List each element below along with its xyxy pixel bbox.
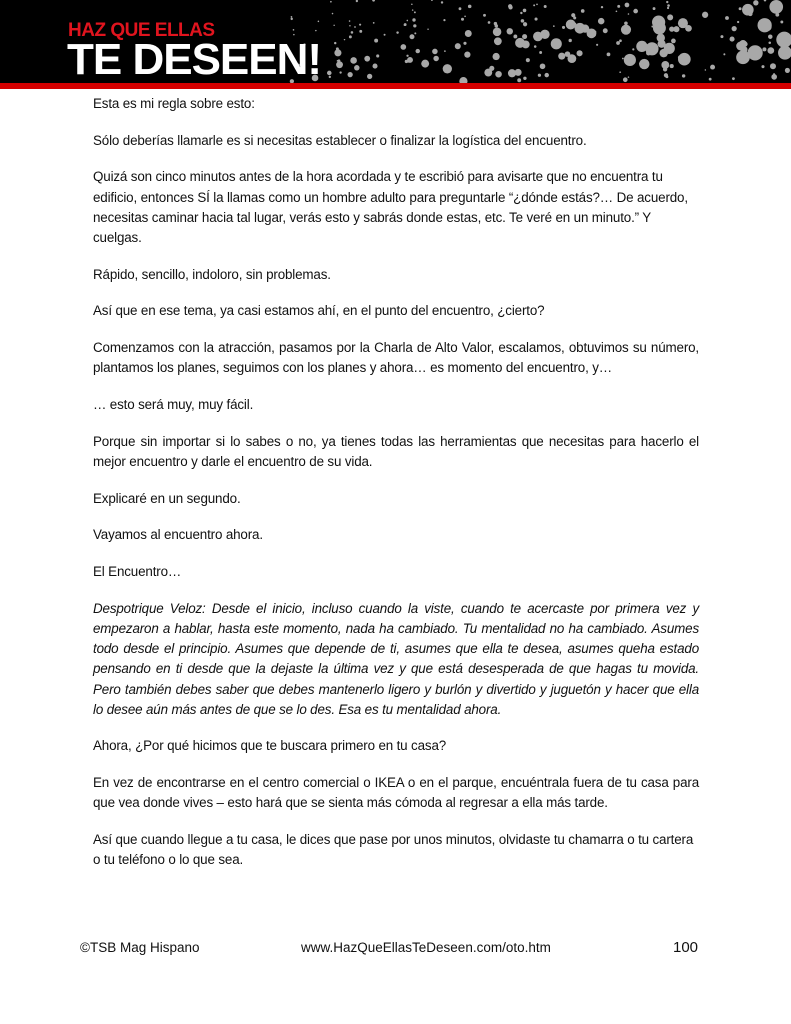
dot	[318, 21, 320, 23]
dot	[373, 64, 378, 69]
paragraph: Explicaré en un segundo.	[93, 490, 241, 506]
dot	[464, 52, 470, 58]
dot	[431, 0, 433, 1]
paragraph: Ahora, ¿Por qué hicimos que te buscara primero en tu casa?	[93, 738, 447, 754]
dot	[601, 6, 603, 8]
dot	[598, 18, 604, 24]
dot	[768, 41, 771, 44]
dot	[444, 50, 446, 52]
dot	[573, 23, 576, 26]
dot	[519, 71, 521, 73]
dot	[359, 24, 361, 26]
dot	[769, 0, 783, 14]
dot	[384, 34, 386, 36]
dot	[329, 76, 331, 78]
dot	[551, 38, 562, 49]
dot	[678, 18, 688, 28]
dot	[567, 54, 576, 63]
dot	[577, 50, 583, 56]
dot	[545, 73, 549, 77]
dot	[372, 0, 375, 2]
dot	[633, 9, 638, 14]
dot	[762, 47, 766, 51]
paragraph: Esta es mi regla sobre esto:	[93, 96, 255, 111]
dot	[742, 4, 754, 16]
dot	[441, 1, 443, 3]
dot	[544, 5, 547, 8]
dot	[465, 30, 472, 37]
dot	[664, 43, 675, 54]
dot	[373, 22, 375, 24]
dot	[603, 28, 608, 33]
dot	[669, 26, 674, 31]
dot	[406, 55, 408, 57]
dot	[534, 45, 537, 48]
dot	[468, 5, 472, 9]
dot	[507, 28, 513, 34]
dot	[461, 18, 464, 21]
dot	[291, 16, 293, 18]
dot	[376, 54, 379, 57]
dot	[494, 37, 502, 45]
dot	[508, 4, 512, 8]
dot	[333, 25, 334, 26]
paragraph: Rápido, sencillo, indoloro, sin problemas.	[93, 266, 331, 282]
dot	[732, 77, 735, 80]
dot	[758, 18, 772, 32]
dot	[571, 13, 575, 17]
dot	[678, 53, 691, 66]
dot	[624, 54, 636, 66]
dot	[463, 42, 466, 45]
dot	[413, 24, 416, 27]
dot	[558, 53, 565, 60]
dot	[291, 18, 293, 20]
dot	[508, 69, 516, 77]
dot	[775, 13, 779, 17]
dot	[464, 15, 466, 17]
dot	[773, 73, 775, 75]
paragraph: Así que cuando llegue a tu casa, le dices que pase por unos minutos, olvidaste tu chamarra o tu cartera o tu teléfono o lo que sea.	[93, 832, 694, 868]
dot	[540, 63, 546, 69]
dot	[404, 24, 406, 26]
dot	[636, 41, 647, 52]
dot	[339, 71, 341, 73]
dot	[533, 4, 535, 6]
page-number: 100	[673, 939, 699, 956]
dot	[433, 56, 439, 62]
dot	[417, 50, 419, 52]
dot	[374, 39, 378, 43]
paragraph: En vez de encontrarse en el centro comercial o IKEA o en el parque, encuéntrala fuera de tu casa para que vea donde vives – esto hará que se sienta más cómoda al regresar a ella más tarde.	[93, 775, 699, 811]
dot	[664, 73, 668, 77]
dot	[396, 31, 398, 33]
dot	[667, 14, 673, 20]
dot	[407, 57, 413, 63]
dot	[336, 61, 343, 68]
dot	[522, 40, 530, 48]
dot	[625, 3, 630, 8]
dot	[671, 39, 676, 44]
dot	[723, 53, 725, 55]
dot	[628, 13, 630, 15]
logo-line2: TE DESEEN!	[67, 35, 322, 83]
dot	[667, 7, 669, 9]
dot	[489, 66, 494, 71]
dot	[780, 21, 783, 24]
dot	[651, 26, 653, 28]
dot	[607, 52, 611, 56]
dot	[327, 71, 332, 76]
dot	[349, 35, 352, 38]
dot	[427, 29, 428, 30]
dot	[347, 72, 352, 77]
dot	[581, 9, 585, 13]
dot	[488, 21, 491, 24]
dot	[354, 65, 359, 70]
page-body	[93, 94, 699, 887]
dot	[521, 19, 525, 23]
dot	[459, 7, 462, 10]
dot	[770, 63, 776, 69]
dot	[334, 49, 341, 56]
dot	[732, 26, 737, 31]
dot	[705, 69, 706, 70]
dot	[495, 24, 499, 28]
dot	[653, 22, 666, 35]
dot	[639, 59, 649, 69]
dot	[535, 18, 538, 21]
dot	[334, 42, 336, 44]
dot	[709, 78, 712, 81]
dot	[349, 25, 351, 27]
dot	[562, 26, 565, 29]
dot	[315, 30, 316, 31]
dot	[539, 51, 542, 54]
dot	[414, 32, 416, 34]
dot	[768, 34, 772, 38]
dot	[401, 44, 407, 50]
dot	[538, 74, 541, 77]
dot	[540, 30, 549, 39]
dot	[443, 19, 445, 21]
dot	[720, 35, 723, 38]
dot	[653, 7, 656, 10]
dot	[455, 43, 461, 49]
section-heading: El Encuentro…	[93, 564, 182, 580]
dot	[517, 78, 521, 82]
dot	[710, 65, 715, 70]
header-banner	[0, 0, 791, 83]
dot	[623, 77, 628, 82]
dot	[748, 45, 763, 60]
header-red-rule	[0, 83, 791, 89]
dot	[553, 25, 555, 27]
dot	[776, 32, 791, 48]
dot	[725, 16, 729, 20]
dot	[359, 30, 362, 33]
dot	[351, 31, 354, 34]
paragraph: Comenzamos con la atracción, pasamos por la Charla de Alto Valor, escalamos, obtuvimos su número, plantamos los planes, seguimos con los planes y ahora… es momento del encuentro, y…	[93, 340, 699, 376]
paragraph: … esto será muy, muy fácil.	[93, 397, 254, 413]
dot	[411, 3, 413, 5]
dot	[619, 39, 622, 42]
dot	[663, 67, 667, 71]
dot	[737, 21, 739, 23]
dot	[432, 49, 438, 55]
dot	[702, 12, 708, 18]
dot	[670, 64, 674, 68]
paragraph: Así que en ese tema, ya casi estamos ahí, en el punto del encuentro, ¿cierto?	[93, 303, 545, 319]
dot	[523, 77, 526, 80]
dot	[666, 1, 668, 3]
paragraph: Vayamos al encuentro ahora.	[93, 527, 263, 543]
logo-line1: HAZ QUE ELLAS	[68, 20, 215, 41]
dot	[624, 22, 628, 26]
dot	[594, 31, 597, 34]
dot	[616, 41, 620, 45]
dot	[617, 5, 620, 8]
dot	[414, 11, 416, 13]
italic-paragraph: Despotrique Veloz: Desde el inicio, incluso cuando la viste, cuando te acercaste por primera vez y empezaron a hablar, hasta este momento, nada ha cambiado. Tu mentalidad no ha cambiado. Asumes todo desde el principio. Asumes que depende de ti, asumes que ella te desea, asumes queha estado pensando en ti desde que la dejaste la última vez y que está desesperada de que hagas tu movida. Pero también debes saber que debes mantenerlo ligero y burlón y divertido y juguetón y hacer que ella lo desee aún más antes de que se lo des. Esa es tu mentalidad ahora.	[93, 600, 699, 717]
dot	[513, 35, 517, 39]
dot	[622, 58, 624, 60]
dot	[407, 20, 409, 22]
dot	[523, 9, 527, 13]
dot	[483, 14, 486, 17]
dot	[293, 29, 295, 31]
dot	[493, 28, 502, 37]
dot	[330, 1, 332, 3]
paragraph: Sólo deberías llamarle es si necesitas establecer o finalizar la logística del encuentro.	[93, 132, 587, 148]
dot	[493, 53, 500, 60]
dot	[736, 42, 745, 51]
dot	[536, 3, 538, 5]
dot	[619, 71, 621, 73]
dot	[682, 74, 685, 77]
paragraph: Quizá son cinco minutos antes de la hora acordada y te escribió para avisarte que no encuentra tu edificio, entonces SÍ la llamas como un hombre adulto para preguntarle “¿dónde estás?… De acuerdo, necesitas caminar hacia tal lugar, verás esto y sabrás donde estas, etc. Te veré en un minuto.” Y cuelgas.	[93, 169, 688, 246]
dot	[443, 64, 452, 73]
dot	[495, 71, 502, 78]
dot	[349, 20, 351, 22]
dot	[412, 9, 413, 10]
dot	[526, 58, 530, 62]
dot	[354, 26, 356, 28]
dot	[616, 10, 618, 12]
dot	[356, 0, 358, 2]
footer-copyright: ©TSB Mag Hispano	[80, 940, 200, 955]
dot	[667, 4, 670, 7]
dot	[523, 22, 527, 26]
paragraph: Porque sin importar si lo sabes o no, ya tienes todas las herramientas que necesitas para hacerlo el mejor encuentro y darle el encuentro de su vida.	[93, 433, 699, 469]
dot	[730, 37, 735, 42]
dot	[753, 0, 758, 5]
dot	[569, 39, 572, 42]
dot	[632, 48, 634, 50]
dot	[628, 76, 630, 78]
dot	[344, 39, 345, 40]
dot	[761, 65, 764, 68]
dot	[596, 44, 598, 46]
dot	[645, 42, 658, 55]
dot	[367, 74, 372, 79]
dot	[520, 12, 522, 14]
dot	[421, 60, 429, 68]
dot	[350, 57, 357, 64]
dot	[412, 18, 415, 21]
dot	[764, 0, 767, 1]
dot	[783, 53, 787, 57]
dot	[364, 56, 370, 62]
dot	[785, 68, 790, 73]
footer-url: www.HazQueEllasTeDeseen.com/oto.htm	[301, 940, 551, 955]
dot	[332, 13, 334, 15]
dot	[522, 34, 527, 39]
dot	[621, 25, 631, 35]
dot	[767, 47, 774, 54]
dot	[409, 34, 414, 39]
dot	[739, 7, 742, 10]
